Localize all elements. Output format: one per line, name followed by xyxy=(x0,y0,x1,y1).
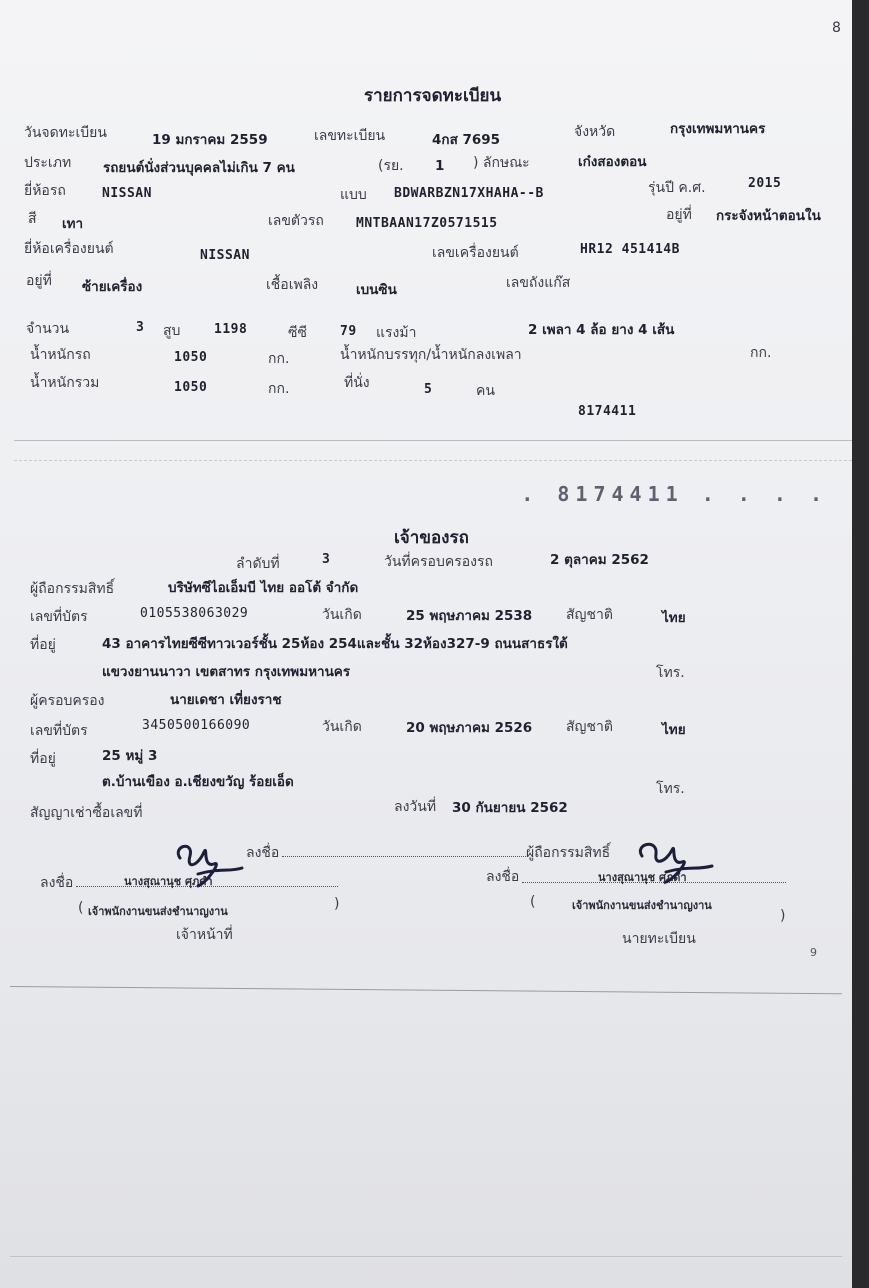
owner-order: 3 xyxy=(322,552,331,567)
total-weight-unit: กก. xyxy=(268,381,290,397)
possessor-tel-label: โทร. xyxy=(656,781,685,797)
section-divider xyxy=(14,460,852,461)
engine-brand-label: ยี่ห้อเครื่องยนต์ xyxy=(24,241,114,257)
holder-id-label: เลขที่บัตร xyxy=(30,609,88,625)
holder-nationality-label: สัญชาติ xyxy=(566,607,613,623)
officer-position: เจ้าพนักงานขนส่งชำนาญงาน xyxy=(88,905,228,918)
fuel-type: เบนซิน xyxy=(356,282,397,298)
holder-address-line1: 43 อาคารไทยซีซีทาวเวอร์ชั้น 25ห้อง 254และชั้น 32ห้อง327-9 ถนนสาธรใต้ xyxy=(102,636,568,652)
province: กรุงเทพมหานคร xyxy=(670,121,766,137)
vehicle-color: เทา xyxy=(62,216,84,232)
model-label: แบบ xyxy=(340,187,367,203)
holder-name: บริษัทซีไอเอ็มบี ไทย ออโต้ จำกัด xyxy=(168,580,359,596)
plate-label: เลขทะเบียน xyxy=(314,128,386,144)
possessor-dob: 20 พฤษภาคม 2526 xyxy=(406,720,533,736)
owner-title: เจ้าของรถ xyxy=(394,528,469,548)
seats-label: ที่นั่ง xyxy=(344,375,370,391)
registrar-title: นายทะเบียน xyxy=(622,931,696,947)
axles-wheels: 2 เพลา 4 ล้อ ยาง 4 เส้น xyxy=(528,322,675,338)
serial-stamp-strip: . 8174411 . . . . xyxy=(521,482,828,506)
holder-tel-label: โทร. xyxy=(656,665,685,681)
chassis-location-label: อยู่ที่ xyxy=(666,207,692,223)
registrar-sign-label: ลงชื่อ xyxy=(486,869,520,885)
engine-brand: NISSAN xyxy=(200,248,250,263)
officer-position-open: ( xyxy=(78,900,84,916)
horsepower-label: แรงม้า xyxy=(376,325,417,341)
chassis-location: กระจังหน้าตอนใน xyxy=(716,208,821,224)
engine-location-label: อยู่ที่ xyxy=(26,273,52,289)
possessor-address-line2: ต.บ้านเขือง อ.เชียงขวัญ ร้อยเอ็ด xyxy=(102,774,294,790)
order-label: ลำดับที่ xyxy=(236,556,280,572)
holder-sign-line xyxy=(282,856,526,857)
weight-label: น้ำหนักรถ xyxy=(30,347,91,363)
possession-date: 2 ตุลาคม 2562 xyxy=(550,552,649,568)
cylinders-label: สูบ xyxy=(163,323,181,339)
holder-nationality: ไทย xyxy=(662,610,686,626)
vehicle-feature: เก๋งสองตอน xyxy=(578,154,647,170)
registrar-position-open: ( xyxy=(530,894,536,910)
color-label: สี xyxy=(28,211,37,227)
registrar-position: เจ้าพนักงานขนส่งชำนาญงาน xyxy=(572,899,712,912)
page-bottom-edge xyxy=(10,986,842,994)
section-divider xyxy=(14,440,852,441)
total-weight: 1050 xyxy=(174,380,208,395)
possessor-label: ผู้ครอบครอง xyxy=(30,693,105,709)
lower-page-edge xyxy=(10,1256,842,1257)
brand: NISSAN xyxy=(102,186,152,201)
feature-label: ) ลักษณะ xyxy=(473,155,530,171)
model: BDWARBZN17XHAHA--B xyxy=(394,186,544,201)
horsepower: 79 xyxy=(340,324,357,339)
engine-number: HR12 451414B xyxy=(580,242,680,257)
total-weight-label: น้ำหนักรวม xyxy=(30,375,100,391)
chassis-number: MNTBAAN17Z0571515 xyxy=(356,216,498,231)
type-label: ประเภท xyxy=(24,155,72,171)
sign-date-label: ลงวันที่ xyxy=(394,799,437,815)
plate-number: 4กส 7695 xyxy=(432,132,501,148)
holder-sign-label: ลงชื่อ xyxy=(246,845,280,861)
registrar-signature xyxy=(632,838,716,888)
province-label: จังหวัด xyxy=(574,124,616,140)
seats: 5 xyxy=(424,382,433,397)
hire-purchase-label: สัญญาเช่าซื้อเลขที่ xyxy=(30,805,143,821)
possessor-id: 3450500166090 xyxy=(142,718,251,733)
possessor-dob-label: วันเกิด xyxy=(322,719,362,735)
year-label: รุ่นปี ค.ศ. xyxy=(648,180,706,196)
holder-dob-label: วันเกิด xyxy=(322,607,362,623)
engine-cc: 1198 xyxy=(214,322,248,337)
persons-label: คน xyxy=(476,383,495,399)
registrar-name: นางสุณานุช ศุภดำ xyxy=(598,871,687,884)
gas-tank-label: เลขถังแก๊ส xyxy=(506,275,571,291)
model-year: 2015 xyxy=(748,176,782,191)
page-number: 8 xyxy=(832,20,841,36)
possessor-nationality: ไทย xyxy=(662,722,686,738)
officer-position-close: ) xyxy=(334,896,340,912)
officer-title: เจ้าหน้าที่ xyxy=(176,927,233,943)
brand-label: ยี่ห้อรถ xyxy=(24,183,66,199)
reg-date-label: วันจดทะเบียน xyxy=(24,125,107,141)
load-label: น้ำหนักบรรทุก/น้ำหนักลงเพลา xyxy=(340,347,522,363)
holder-sign-suffix: ผู้ถือกรรมสิทธิ์ xyxy=(526,845,611,861)
holder-dob: 25 พฤษภาคม 2538 xyxy=(406,608,533,624)
possessor-address-line1: 25 หมู่ 3 xyxy=(102,748,158,764)
vehicle-type: รถยนต์นั่งส่วนบุคคลไม่เกิน 7 คน xyxy=(103,160,295,176)
possessor-id-label: เลขที่บัตร xyxy=(30,723,88,739)
holder-id: 0105538063029 xyxy=(140,606,249,621)
weight-unit: กก. xyxy=(268,351,290,367)
holder-address-label: ที่อยู่ xyxy=(30,637,56,653)
page-number-bottom: 9 xyxy=(810,946,817,959)
officer-name: นางสุณานุช ศุภดำ xyxy=(124,875,213,888)
officer-sign-label: ลงชื่อ xyxy=(40,875,74,891)
cylinders: 3 xyxy=(136,320,145,335)
registrar-position-close: ) xyxy=(780,908,786,924)
possessor-address-label: ที่อยู่ xyxy=(30,751,56,767)
possessor-nationality-label: สัญชาติ xyxy=(566,719,613,735)
reg-date: 19 มกราคม 2559 xyxy=(152,132,268,148)
vehicle-weight: 1050 xyxy=(174,350,208,365)
holder-label: ผู้ถือกรรมสิทธิ์ xyxy=(30,581,115,597)
cc-label: ซีซี xyxy=(288,325,308,341)
possession-date-label: วันที่ครอบครองรถ xyxy=(384,554,493,570)
possessor-name: นายเดชา เที่ยงราช xyxy=(170,692,282,708)
engine-no-label: เลขเครื่องยนต์ xyxy=(432,245,519,261)
holder-address-line2: แขวงยานนาวา เขตสาทร กรุงเทพมหานคร xyxy=(102,664,351,680)
rys-value: 1 xyxy=(435,158,445,174)
registration-title: รายการจดทะเบียน xyxy=(364,86,502,106)
load-unit: กก. xyxy=(750,345,772,361)
serial-number: 8174411 xyxy=(578,404,637,419)
qty-label: จำนวน xyxy=(26,321,70,337)
officer-signature xyxy=(168,838,248,890)
sign-date: 30 กันยายน 2562 xyxy=(452,800,568,816)
engine-location: ซ้ายเครื่อง xyxy=(82,279,143,295)
rys-label: (รย. xyxy=(378,158,404,174)
chassis-label: เลขตัวรถ xyxy=(268,213,324,229)
fuel-label: เชื้อเพลิง xyxy=(266,277,319,293)
